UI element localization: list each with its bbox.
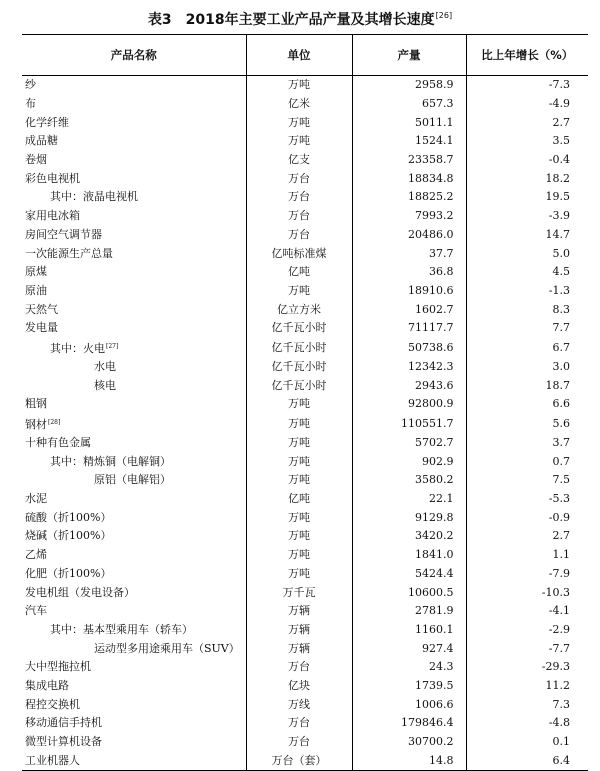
- product-name-cell: [22, 434, 246, 453]
- product-name-text: 其中：基本型乘用车（轿车）: [50, 622, 193, 636]
- product-name-text: 成品糖: [25, 134, 58, 148]
- product-name-text: 其中：液晶电视机: [50, 190, 138, 204]
- production-cell: 1841.0: [352, 546, 466, 565]
- growth-cell: 6.4: [466, 751, 588, 770]
- growth-cell: 5.0: [466, 244, 588, 263]
- product-name-cell: [22, 695, 246, 714]
- production-cell: 12342.3: [352, 358, 466, 377]
- unit-cell: 万台: [246, 658, 352, 677]
- unit-cell: 万台: [246, 714, 352, 733]
- production-cell: 1739.5: [352, 677, 466, 696]
- product-name-text: 粗钢: [25, 397, 47, 411]
- table-row: [22, 452, 588, 471]
- production-cell: 5011.1: [352, 113, 466, 132]
- product-name-cell: [22, 602, 246, 621]
- growth-cell: 7.7: [466, 319, 588, 338]
- growth-cell: -7.9: [466, 565, 588, 584]
- product-name-cell: [22, 132, 246, 151]
- product-name-cell: [22, 376, 246, 395]
- unit-cell: 万线: [246, 695, 352, 714]
- table-row: [22, 319, 588, 338]
- growth-cell: -3.9: [466, 207, 588, 226]
- unit-cell: 万台（套）: [246, 751, 352, 770]
- table-row: [22, 733, 588, 752]
- product-name-cell: [22, 414, 246, 434]
- product-name-text: 原铝（电解铝）: [94, 473, 171, 487]
- unit-cell: 万辆: [246, 602, 352, 621]
- production-cell: 1160.1: [352, 621, 466, 640]
- production-cell: 37.7: [352, 244, 466, 263]
- product-name-text: 程控交换机: [25, 697, 80, 711]
- unit-cell: 亿千瓦小时: [246, 358, 352, 377]
- production-cell: 1006.6: [352, 695, 466, 714]
- growth-cell: 7.3: [466, 695, 588, 714]
- table-row: [22, 621, 588, 640]
- table-row: [22, 527, 588, 546]
- unit-cell: 亿千瓦小时: [246, 376, 352, 395]
- growth-cell: 19.5: [466, 188, 588, 207]
- growth-cell: 5.6: [466, 414, 588, 434]
- product-name-cell: [22, 358, 246, 377]
- table-row: [22, 602, 588, 621]
- table-row: [22, 677, 588, 696]
- growth-cell: 0.1: [466, 733, 588, 752]
- production-cell: 179846.4: [352, 714, 466, 733]
- production-cell: 1602.7: [352, 300, 466, 319]
- unit-cell: 万吨: [246, 508, 352, 527]
- growth-cell: 4.5: [466, 263, 588, 282]
- unit-cell: 亿吨标准煤: [246, 244, 352, 263]
- product-name-cell: [22, 282, 246, 301]
- production-cell: 10600.5: [352, 583, 466, 602]
- product-name-cell: [22, 490, 246, 509]
- table-row: [22, 658, 588, 677]
- product-name-text: 乙烯: [25, 548, 47, 562]
- growth-cell: 2.7: [466, 527, 588, 546]
- product-name-text: 发电量: [25, 321, 58, 335]
- product-name-text: 化肥（折100%）: [25, 566, 112, 580]
- unit-cell: 亿支: [246, 151, 352, 170]
- unit-cell: 万吨: [246, 527, 352, 546]
- header-product-name: 产品名称: [22, 35, 246, 76]
- unit-cell: 万吨: [246, 414, 352, 434]
- footnote-marker: [28]: [48, 418, 61, 426]
- unit-cell: 万辆: [246, 639, 352, 658]
- production-cell: 657.3: [352, 95, 466, 114]
- table-header: [22, 35, 588, 76]
- product-name-cell: [22, 263, 246, 282]
- unit-cell: 万辆: [246, 621, 352, 640]
- production-cell: 2781.9: [352, 602, 466, 621]
- table-row: [22, 226, 588, 245]
- table-row: [22, 714, 588, 733]
- growth-cell: 7.5: [466, 471, 588, 490]
- header-production: 产量: [352, 35, 466, 76]
- product-name-cell: [22, 546, 246, 565]
- product-name-text: 彩色电视机: [25, 171, 80, 185]
- production-cell: 36.8: [352, 263, 466, 282]
- table-row: [22, 132, 588, 151]
- product-name-text: 天然气: [25, 302, 58, 316]
- growth-cell: -0.4: [466, 151, 588, 170]
- production-cell: 14.8: [352, 751, 466, 770]
- unit-cell: 万台: [246, 733, 352, 752]
- product-name-text: 布: [25, 97, 36, 111]
- unit-cell: 万吨: [246, 471, 352, 490]
- table-row: [22, 207, 588, 226]
- production-cell: 18910.6: [352, 282, 466, 301]
- product-name-text: 集成电路: [25, 678, 69, 692]
- product-name-text: 烧碱（折100%）: [25, 529, 112, 543]
- production-cell: 7993.2: [352, 207, 466, 226]
- product-name-text: 水泥: [25, 492, 47, 506]
- growth-cell: -4.8: [466, 714, 588, 733]
- product-name-text: 家用电冰箱: [25, 209, 80, 223]
- table-row: [22, 338, 588, 358]
- table-body: [22, 76, 588, 771]
- growth-cell: 0.7: [466, 452, 588, 471]
- product-name-cell: [22, 677, 246, 696]
- table-row: [22, 583, 588, 602]
- growth-cell: 3.5: [466, 132, 588, 151]
- unit-cell: 万吨: [246, 565, 352, 584]
- unit-cell: 万吨: [246, 76, 352, 95]
- product-name-text: 原油: [25, 283, 47, 297]
- product-name-text: 房间空气调节器: [25, 227, 102, 241]
- table-row: [22, 188, 588, 207]
- product-name-text: 卷烟: [25, 153, 47, 167]
- product-name-text: 水电: [94, 359, 116, 373]
- table-row: [22, 300, 588, 319]
- growth-cell: 8.3: [466, 300, 588, 319]
- unit-cell: 万台: [246, 226, 352, 245]
- product-name-text: 汽车: [25, 604, 47, 618]
- product-name-cell: [22, 338, 246, 358]
- product-name-text: 工业机器人: [25, 753, 80, 767]
- unit-cell: 万吨: [246, 434, 352, 453]
- product-name-cell: [22, 207, 246, 226]
- product-name-cell: [22, 508, 246, 527]
- unit-cell: 万吨: [246, 546, 352, 565]
- product-name-cell: [22, 76, 246, 95]
- table-row: [22, 376, 588, 395]
- unit-cell: 亿千瓦小时: [246, 338, 352, 358]
- production-cell: 2943.6: [352, 376, 466, 395]
- product-name-cell: [22, 658, 246, 677]
- table-row: [22, 151, 588, 170]
- header-row: [22, 35, 588, 76]
- product-name-text: 钢材: [25, 417, 47, 431]
- growth-cell: -29.3: [466, 658, 588, 677]
- table-row: [22, 169, 588, 188]
- table-row: [22, 113, 588, 132]
- production-cell: 30700.2: [352, 733, 466, 752]
- product-name-text: 其中：精炼铜（电解铜）: [50, 454, 171, 468]
- table-row: [22, 76, 588, 95]
- product-name-cell: [22, 714, 246, 733]
- growth-cell: -7.7: [466, 639, 588, 658]
- production-cell: 24.3: [352, 658, 466, 677]
- header-unit: 单位: [246, 35, 352, 76]
- table-title: [0, 6, 600, 30]
- table-row: [22, 508, 588, 527]
- production-cell: 23358.7: [352, 151, 466, 170]
- product-name-text: 原煤: [25, 265, 47, 279]
- table-row: [22, 395, 588, 414]
- growth-cell: 6.6: [466, 395, 588, 414]
- unit-cell: 万台: [246, 188, 352, 207]
- growth-cell: 11.2: [466, 677, 588, 696]
- product-name-cell: [22, 226, 246, 245]
- table-row: [22, 751, 588, 770]
- product-name-cell: [22, 300, 246, 319]
- production-cell: 20486.0: [352, 226, 466, 245]
- production-cell: 92800.9: [352, 395, 466, 414]
- unit-cell: 亿吨: [246, 263, 352, 282]
- product-name-cell: [22, 621, 246, 640]
- product-name-text: 核电: [94, 378, 116, 392]
- unit-cell: 万吨: [246, 132, 352, 151]
- production-table: [22, 34, 588, 771]
- production-cell: 110551.7: [352, 414, 466, 434]
- unit-cell: 万吨: [246, 282, 352, 301]
- unit-cell: 万台: [246, 169, 352, 188]
- production-cell: 9129.8: [352, 508, 466, 527]
- growth-cell: -10.3: [466, 583, 588, 602]
- table-row: [22, 414, 588, 434]
- table-row: [22, 471, 588, 490]
- product-name-cell: [22, 95, 246, 114]
- unit-cell: 万吨: [246, 113, 352, 132]
- production-cell: 22.1: [352, 490, 466, 509]
- product-name-cell: [22, 733, 246, 752]
- product-name-cell: [22, 169, 246, 188]
- table-row: [22, 282, 588, 301]
- unit-cell: 万台: [246, 207, 352, 226]
- product-name-cell: [22, 583, 246, 602]
- growth-cell: 1.1: [466, 546, 588, 565]
- unit-cell: 亿立方米: [246, 300, 352, 319]
- table-row: [22, 263, 588, 282]
- production-cell: 902.9: [352, 452, 466, 471]
- unit-cell: 亿米: [246, 95, 352, 114]
- growth-cell: 2.7: [466, 113, 588, 132]
- growth-cell: -5.3: [466, 490, 588, 509]
- product-name-cell: [22, 565, 246, 584]
- product-name-cell: [22, 188, 246, 207]
- unit-cell: 亿千瓦小时: [246, 319, 352, 338]
- production-cell: 71117.7: [352, 319, 466, 338]
- table-row: [22, 490, 588, 509]
- growth-cell: -7.3: [466, 76, 588, 95]
- growth-cell: 6.7: [466, 338, 588, 358]
- table-row: [22, 244, 588, 263]
- production-cell: 1524.1: [352, 132, 466, 151]
- unit-cell: 亿块: [246, 677, 352, 696]
- product-name-cell: [22, 751, 246, 770]
- growth-cell: -4.1: [466, 602, 588, 621]
- growth-cell: 18.2: [466, 169, 588, 188]
- product-name-cell: [22, 452, 246, 471]
- unit-cell: 万千瓦: [246, 583, 352, 602]
- growth-cell: 3.0: [466, 358, 588, 377]
- product-name-text: 大中型拖拉机: [25, 660, 91, 674]
- table-row: [22, 639, 588, 658]
- product-name-text: 一次能源生产总量: [25, 246, 113, 260]
- product-name-cell: [22, 471, 246, 490]
- unit-cell: 万吨: [246, 395, 352, 414]
- growth-cell: -4.9: [466, 95, 588, 114]
- growth-cell: 18.7: [466, 376, 588, 395]
- table-row: [22, 95, 588, 114]
- table-row: [22, 546, 588, 565]
- product-name-text: 运动型多用途乘用车（SUV）: [94, 641, 240, 655]
- growth-cell: -2.9: [466, 621, 588, 640]
- product-name-text: 纱: [25, 78, 36, 92]
- growth-cell: 14.7: [466, 226, 588, 245]
- table-row: [22, 358, 588, 377]
- product-name-cell: [22, 244, 246, 263]
- production-cell: 5702.7: [352, 434, 466, 453]
- production-cell: 18825.2: [352, 188, 466, 207]
- table-row: [22, 565, 588, 584]
- product-name-cell: [22, 151, 246, 170]
- table-row: [22, 695, 588, 714]
- unit-cell: 万吨: [246, 452, 352, 471]
- production-cell: 927.4: [352, 639, 466, 658]
- product-name-text: 发电机组（发电设备）: [25, 585, 135, 599]
- table-title-text: 表3 2018年主要工业产品产量及其增长速度: [147, 12, 435, 28]
- product-name-text: 硫酸（折100%）: [25, 510, 112, 524]
- title-footnote: [26]: [435, 11, 453, 20]
- product-name-cell: [22, 639, 246, 658]
- product-name-text: 化学纤维: [25, 115, 69, 129]
- growth-cell: -1.3: [466, 282, 588, 301]
- product-name-text: 十种有色金属: [25, 436, 91, 450]
- product-name-text: 微型计算机设备: [25, 735, 102, 749]
- production-cell: 18834.8: [352, 169, 466, 188]
- production-cell: 3420.2: [352, 527, 466, 546]
- product-name-cell: [22, 319, 246, 338]
- product-name-cell: [22, 527, 246, 546]
- footnote-marker: [27]: [106, 342, 119, 350]
- unit-cell: 亿吨: [246, 490, 352, 509]
- table-row: [22, 434, 588, 453]
- product-name-text: 其中：火电: [50, 341, 105, 355]
- production-cell: 50738.6: [352, 338, 466, 358]
- production-cell: 3580.2: [352, 471, 466, 490]
- product-name-cell: [22, 113, 246, 132]
- product-name-cell: [22, 395, 246, 414]
- growth-cell: 3.7: [466, 434, 588, 453]
- header-growth: 比上年增长（%）: [466, 35, 588, 76]
- production-cell: 2958.9: [352, 76, 466, 95]
- product-name-text: 移动通信手持机: [25, 716, 102, 730]
- growth-cell: -0.9: [466, 508, 588, 527]
- production-cell: 5424.4: [352, 565, 466, 584]
